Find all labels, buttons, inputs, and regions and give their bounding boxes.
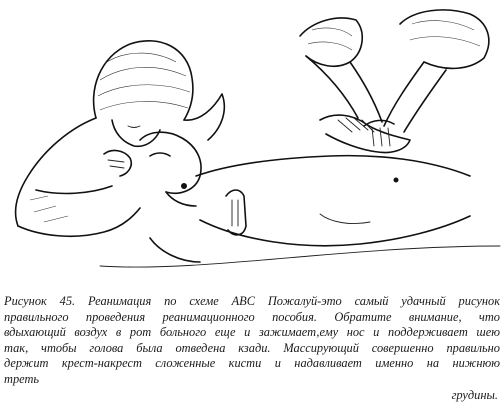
caption-line: грудины. (451, 387, 498, 402)
caption-line: вдыхающий воздух в рот больного еще и зажимает,ему нос и поддерживает шею (4, 325, 500, 340)
patient (100, 132, 500, 267)
caption-line: так, чтобы голова была отведена кзади. Массирующий совершенно правильно (4, 340, 500, 355)
rescuer-ventilating (16, 41, 225, 236)
rescuer-compressing (300, 10, 489, 153)
caption-line: треть (4, 371, 40, 386)
figure-caption (4, 294, 500, 403)
caption-line: правильного проведения реанимационного пособия. Обратите внимание, что (4, 309, 500, 324)
caption-line: держит крест-накрест сложенные кисти и надавливает именно на нижнюю (4, 356, 500, 371)
caption-line: Рисунок 45. Реанимация по схеме ABC Пожалуй-это самый удачный рисунок (4, 294, 500, 308)
